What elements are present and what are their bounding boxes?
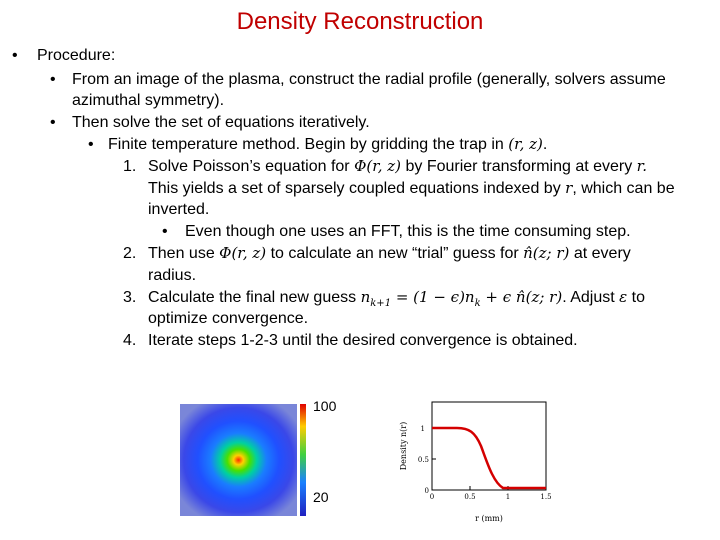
math-rz: (r, z): [508, 135, 543, 153]
math-phi: Φ(r, z): [219, 244, 267, 262]
text-fragment: , which can be: [572, 180, 675, 197]
math-phi: Φ(r, z): [354, 157, 402, 175]
bullet-dot: •: [162, 223, 168, 240]
text-fragment: to: [627, 289, 645, 306]
x-tick-label: 1: [505, 493, 511, 501]
y-tick-label: 0.5: [417, 456, 429, 464]
list-number: 3.: [123, 289, 137, 306]
x-tick-label: 0.5: [464, 493, 476, 501]
text-fragment: Finite temperature method. Begin by gridding the trap in: [108, 136, 509, 153]
x-tick-label: 0: [429, 493, 435, 501]
math-update: $n_{k+1} = (1 - \epsilon)n_k + \epsilon$ n̂(z; r): [360, 288, 563, 309]
text-fragment: by Fourier transforming at every: [401, 158, 637, 175]
list-number: 1.: [123, 158, 137, 175]
text-fragment: Then use: [148, 245, 220, 262]
text-line: optimize convergence.: [148, 310, 309, 327]
text-line: [148, 243, 631, 265]
text-fragment: at every: [569, 245, 631, 262]
x-tick-label: 1.5: [540, 493, 552, 501]
text-fragment: . Adjust: [562, 289, 620, 306]
procedure-heading: Procedure:: [37, 47, 116, 64]
bullet-dot: •: [50, 114, 56, 131]
bullet-dot: •: [12, 47, 18, 64]
text-line: azimuthal symmetry).: [72, 92, 225, 109]
colorbar: [300, 404, 306, 516]
text-line: [148, 178, 675, 200]
text-line: [148, 156, 647, 178]
density-curve: [432, 428, 546, 488]
y-tick-label: 1: [420, 425, 425, 433]
text-line: Iterate steps 1-2-3 until the desired convergence is obtained.: [148, 332, 578, 349]
density-plot-svg: [385, 394, 575, 534]
math-r: r.: [636, 157, 647, 175]
density-plot: [385, 394, 575, 534]
text-line: From an image of the plasma, construct the radial profile (generally, solvers assume: [72, 71, 666, 88]
text-line: Even though one uses an FFT, this is the time consuming step.: [185, 223, 631, 240]
list-number: 4.: [123, 332, 137, 349]
text-line: Finite temperature method. Begin by gridding the trap in (r, z).: [108, 135, 548, 153]
text-line: radius.: [148, 267, 197, 284]
text-fragment: Calculate the final new guess: [148, 289, 361, 306]
text-line: Then solve the set of equations iteratively.: [72, 114, 370, 131]
slide-title: Density Reconstruction: [236, 8, 484, 35]
y-tick-label: 0: [424, 487, 429, 495]
colorbar-max-label: 100: [313, 398, 337, 414]
math-r: r: [565, 179, 573, 197]
bullet-dot: •: [50, 71, 56, 88]
plasma-field: [180, 404, 297, 516]
plot-frame: [432, 402, 546, 490]
y-axis-label: Density n(r): [399, 421, 408, 471]
colorbar-min-label: 20: [313, 489, 329, 505]
bullet-dot: •: [88, 136, 94, 153]
text-fragment: to calculate an new “trial” guess for: [266, 245, 524, 262]
math-nhat: n̂(z; r): [523, 244, 570, 262]
math-eps: ε: [619, 288, 628, 306]
text-fragment: This yields a set of sparsely coupled equations indexed by: [148, 180, 566, 197]
text-line: inverted.: [148, 201, 210, 218]
text-fragment: Solve Poisson’s equation for: [148, 158, 355, 175]
x-axis-label: r (mm): [475, 514, 503, 523]
list-number: 2.: [123, 245, 137, 262]
